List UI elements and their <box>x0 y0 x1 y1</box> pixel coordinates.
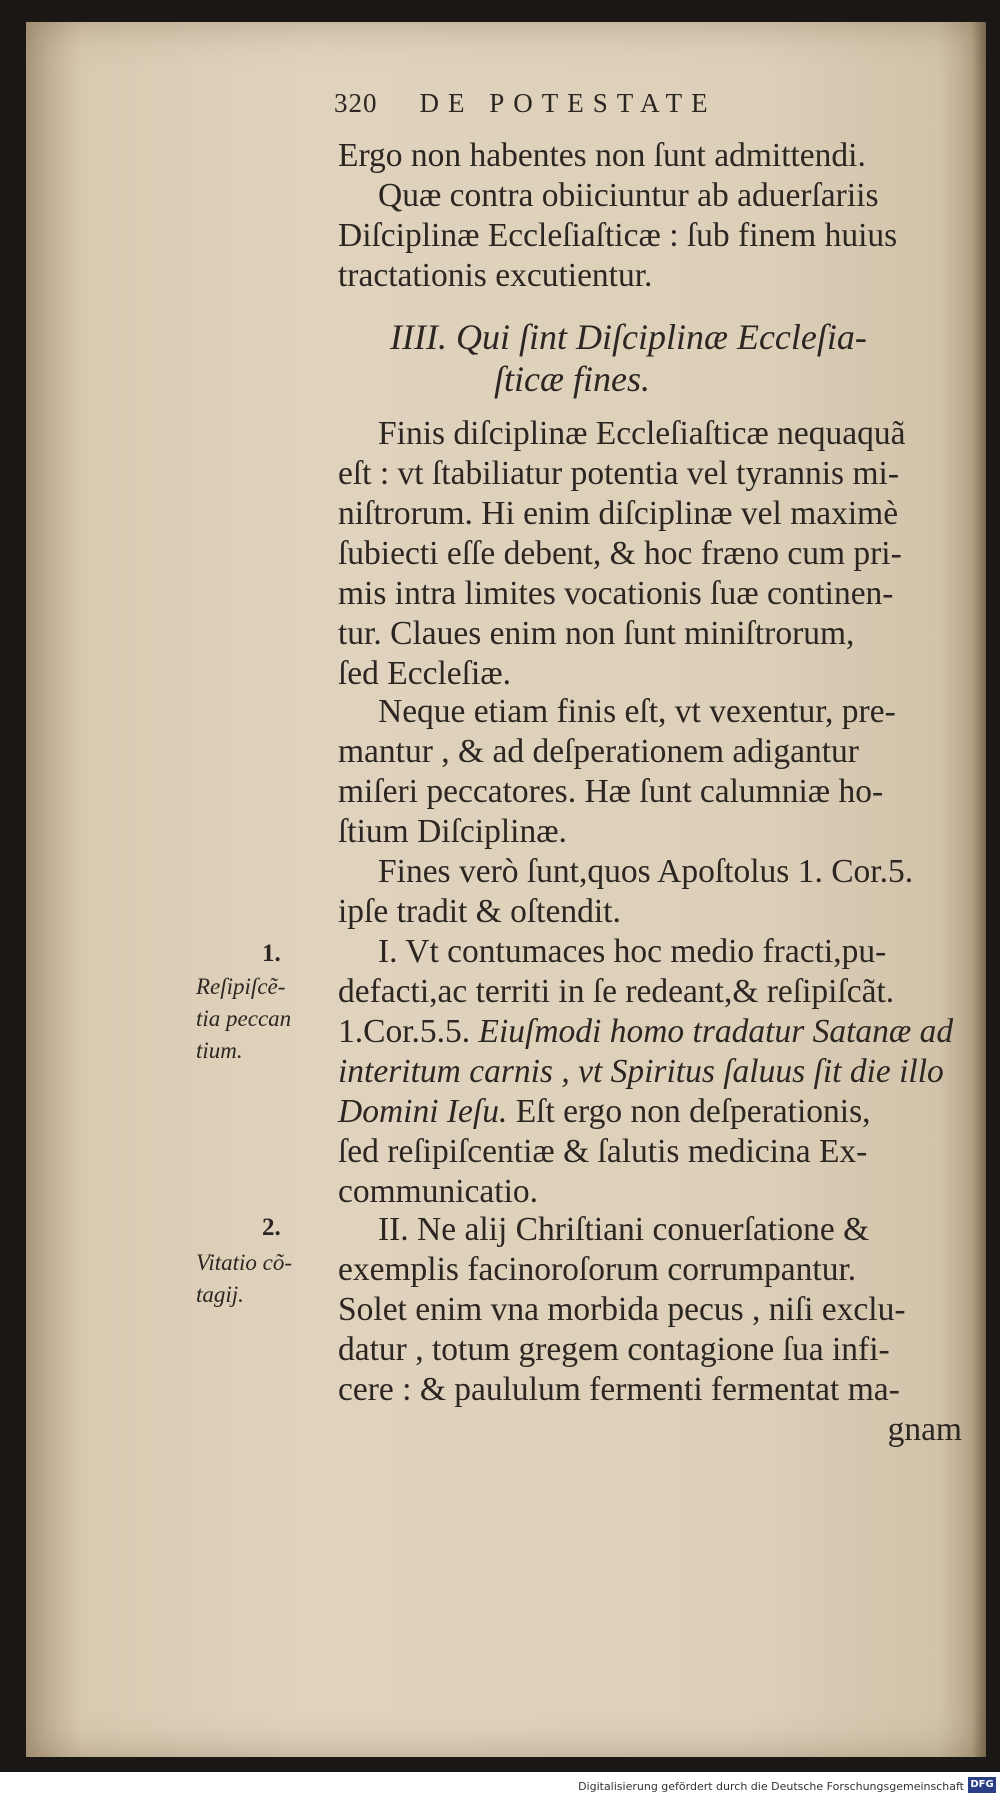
para-line: II. Ne alij Chriſtiani conuerſatione & <box>378 1211 870 1248</box>
page-edge-shadow <box>972 22 986 1757</box>
para-line: ſubiecti eſſe debent, & hoc fræno cum pri- <box>338 535 902 572</box>
body-line: Diſciplinæ Eccleſiaſticæ : ſub finem huius <box>338 217 898 254</box>
margin-note: Vitatio cõ- <box>196 1250 293 1275</box>
para-line: exemplis facinoroſorum corrumpantur. <box>338 1251 857 1288</box>
para-line: tur. Claues enim non ſunt miniſtrorum, <box>338 615 855 652</box>
section-heading-continued: ſticæ fines. <box>494 359 650 399</box>
para-line: miſeri peccatores. Hæ ſunt calumniæ ho- <box>338 773 884 810</box>
quotation: Domini Ieſu. <box>338 1093 508 1130</box>
para-line: Neque etiam finis eſt, vt vexentur, pre- <box>378 693 896 730</box>
section-heading: IIII. Qui ſint Diſciplinæ Eccleſia- <box>390 317 867 357</box>
dfg-logo-icon: DFG <box>968 1777 996 1793</box>
running-header <box>334 88 717 119</box>
page-number: 320 <box>334 88 378 118</box>
citation: 1.Cor.5.5. <box>338 1013 471 1050</box>
para-line: mis intra limites vocationis ſuæ continen- <box>338 575 894 612</box>
running-title: DE POTESTATE <box>419 88 717 118</box>
para-line: ſtium Diſciplinæ. <box>338 813 567 850</box>
para-line: eſt : vt ſtabiliatur potentia vel tyrannis mi- <box>338 455 899 492</box>
para-line: I. Vt contumaces hoc medio fracti,pu- <box>378 933 887 970</box>
margin-note: Reſipiſcẽ- <box>196 974 286 999</box>
para-line: ipſe tradit & oſtendit. <box>338 893 621 930</box>
quotation: Eiuſmodi homo tradatur Satanæ ad <box>478 1013 954 1050</box>
para-line <box>338 1092 871 1132</box>
para-line <box>338 1012 953 1052</box>
para-line: defacti,ac territi in ſe redeant,& reſipiſcãt. <box>338 973 895 1010</box>
para-line: ſed Eccleſiæ. <box>338 655 512 692</box>
para-text: Eſt ergo non deſperationis, <box>507 1093 871 1130</box>
para-line: communicatio. <box>338 1173 539 1210</box>
margin-note: tia peccan <box>196 1006 292 1031</box>
para-line: datur , totum gregem contagione ſua infi- <box>338 1331 890 1368</box>
margin-note: tium. <box>196 1038 243 1063</box>
margin-note-number: 2. <box>262 1214 281 1241</box>
para-line: Finis diſciplinæ Eccleſiaſticæ nequaquã <box>378 415 906 452</box>
quotation-line: interitum carnis , vt Spiritus ſaluus ſit die illo <box>338 1053 944 1090</box>
para-line: mantur , & ad deſperationem adigantur <box>338 733 859 770</box>
para-line: Solet enim vna morbida pecus , niſi exclu- <box>338 1291 906 1328</box>
para-line: cere : & paululum fermenti fermentat ma- <box>338 1371 900 1408</box>
margin-note-number: 1. <box>262 940 281 967</box>
digitization-credit: Digitalisierung gefördert durch die Deutsche Forschungsgemeinschaft <box>578 1780 964 1793</box>
para-line: ſed reſipiſcentiæ & ſalutis medicina Ex- <box>338 1133 868 1170</box>
body-line: tractationis excutientur. <box>338 257 653 294</box>
body-line: Ergo non habentes non ſunt admittendi. <box>338 137 866 174</box>
para-line: Fines verò ſunt,quos Apoſtolus 1. Cor.5. <box>378 853 914 890</box>
margin-note: tagij. <box>196 1282 244 1307</box>
catchword: gnam <box>887 1411 962 1448</box>
body-line: Quæ contra obiiciuntur ab aduerſariis <box>378 177 879 214</box>
para-line: niſtrorum. Hi enim diſciplinæ vel maximè <box>338 495 899 532</box>
